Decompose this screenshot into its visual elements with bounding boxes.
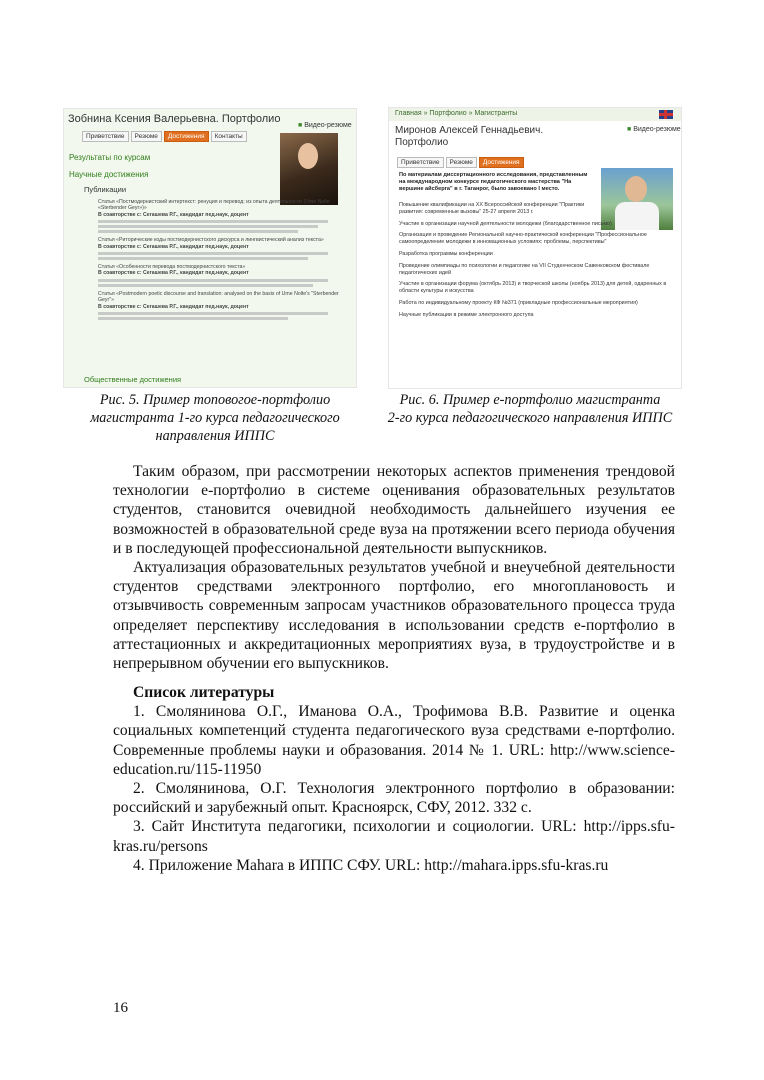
caption-line: направления ИППС	[155, 428, 275, 444]
references-heading: Список литературы	[133, 684, 275, 701]
fig6-line: Повышение квалификации на XX Всероссийской конференции "Практики развития: современные вызовы" 25-27 апреля 2013 г.	[399, 202, 585, 215]
fig5-text-line	[98, 230, 298, 233]
fig6-line: Работа по индивидуальному проекту КФ №371 (прикладные профессиональные мероприятия)	[399, 299, 638, 306]
fig5-text-line	[98, 317, 288, 320]
flag-stripe	[664, 110, 667, 119]
fig6-tab: Приветствие	[397, 157, 444, 168]
fig5-section1: Результаты по курсам	[69, 153, 151, 162]
fig6-line: Участие в организации форума (октябрь 2013) и творческой школы (ноябрь 2013) для детей, одаренных в области культуры и искусства	[399, 281, 667, 295]
fig6-line: Организация и проведение Региональной научно-практической конференции "Профессиональное самоопределение молодежи в инновационных условиях: проблемы, перспективы"	[399, 232, 647, 246]
fig5-item: Статья «Особенности перевода постмодернистского текста»	[98, 264, 246, 271]
caption-line: Рис. 6. Пример е-портфолио магистранта	[399, 392, 661, 408]
reference-item: 1. Смолянинова О.Г., Иманова О.А., Трофимова В.В. Развитие и оценка социальных компетенций студента педагогического вуза средствами е-портфолио. Современные проблемы науки и образования. 2014 № 1. URL: http://www.science-education.ru/115-11950	[113, 703, 675, 778]
fig5-item: В соавторстве с: Сегашева Р.Г., кандидат пед.наук, доцент	[98, 211, 249, 218]
fig5-tab: Контакты	[211, 131, 247, 142]
fig6-lines	[399, 202, 675, 324]
fig5-text-line	[98, 279, 328, 282]
figure-5-screenshot	[63, 108, 357, 388]
fig5-footer: Общественные достижения	[84, 375, 182, 384]
caption-line: Рис. 5. Пример топовогое-портфолио	[99, 392, 331, 408]
figure-6-screenshot	[388, 107, 682, 389]
figure-6-caption	[370, 391, 690, 427]
fig5-text-line	[98, 257, 308, 260]
paragraph-2: Актуализация образовательных результатов учебной и внеучебной деятельности студентов средствами электронного портфолио, его многоплановость и отзывчивость современным запросам участников образовательного процесса труда определяет перспективу исследования в использовании средств е-портфолио в аттестационных и аккредитационных мероприятиях вуза, в трудоустройстве и в непрерывном обучении его выпускников.	[113, 559, 675, 673]
fig5-item: В соавторстве с: Сегашева Р.Г., кандидат пед.наук, доцент	[98, 270, 249, 277]
video-icon: ■	[298, 122, 303, 129]
fig5-item: В соавторстве с: Сегашева Р.Г., кандидат пед.наук, доцент	[98, 243, 249, 250]
reference-item: 2. Смолянинова, О.Г. Технология электронного портфолио в образовании: российский и зарубежный опыт. Красноярск, СФУ, 2012. 332 с.	[113, 780, 675, 817]
fig5-item: В соавторстве с: Сегашева Р.Г., кандидат пед.наук, доцент	[98, 303, 249, 310]
fig5-tab: Резюме	[131, 131, 162, 142]
fig5-tabs	[82, 125, 249, 143]
fig5-text-line	[98, 225, 318, 228]
fig5-video: ■ Видео-резюме	[298, 122, 352, 129]
caption-line: 2-го курса педагогического направления ИППС	[387, 410, 673, 426]
fig5-section2: Научные достижения	[69, 170, 149, 179]
reference-item: 3. Сайт Института педагогики, психологии и социологии. URL: http://ipps.sfu-kras.ru/persons	[113, 818, 675, 855]
fig6-line: Проведение олимпиады по психологии и педагогике на VII Студенческом Савенковском фестивале педагогических идей	[399, 262, 650, 276]
fig6-title-1: Миронов Алексей Геннадьевич.	[395, 125, 544, 136]
fig6-line: Разработка программы конференции	[399, 250, 493, 257]
face-shape	[298, 143, 318, 169]
fig5-item: Статья «Риторические коды постмодернистского дискурса и лингвистический анализ текста»	[98, 237, 324, 244]
fig6-video: ■ Видео-резюме	[627, 126, 681, 133]
paragraph-1: Таким образом, при рассмотрении некоторых аспектов применения трендовой технологии е-портфолио в системе оценивания образовательных результатов студентов, становится очевидной необходимость дальнейшего изучения ее возможностей в образовательной среде вуза на протяжении всего периода обучения и в последующей профессиональной деятельности выпускников.	[113, 463, 675, 557]
fig5-tab-active: Достижения	[164, 131, 209, 142]
fig6-breadcrumb: Главная » Портфолио » Магистранты	[395, 110, 518, 117]
references	[113, 683, 675, 875]
video-icon: ■	[627, 126, 632, 133]
fig5-text-line	[98, 284, 313, 287]
fig5-publications	[98, 199, 348, 359]
fig6-title-2: Портфолио	[395, 137, 449, 148]
fig6-tab-active: Достижения	[479, 157, 524, 168]
figure-5-caption	[70, 391, 360, 445]
fig6-line: Научные публикации в режиме электронного доступа	[399, 311, 534, 318]
fig5-item: Статья «Постмодернистский интертекст: ренуция и перевод: из опыта деятельности (Ume Nolte «Sterbender Geyr»)»	[98, 199, 330, 212]
caption-line: магистранта 1-го курса педагогического	[90, 410, 340, 426]
fig5-title: Зобнина Ксения Валерьевна. Портфолио	[68, 113, 281, 125]
body-text	[113, 462, 675, 673]
page-number: 16	[113, 1000, 128, 1016]
fig5-text-line	[98, 312, 328, 315]
fig6-line: Участие в организации научной деятельности молодежи (благодарственное письмо)	[399, 220, 612, 227]
fig5-tab: Приветствие	[82, 131, 129, 142]
fig5-text-line	[98, 220, 328, 223]
fig5-photo	[280, 133, 338, 205]
fig6-tabs	[397, 151, 526, 169]
fig5-text-line	[98, 252, 328, 255]
flag-icon	[659, 110, 673, 119]
fig6-bold-text: По материалам диссертационного исследования, представленным на международном конкурсе педагогического мастерства "На вершине айсберга" в г. Таганрог, было завоевано I место.	[399, 172, 588, 193]
face-shape	[625, 176, 647, 202]
fig5-item: Статья «Postmodern poetic discourse and translation: analysed on the basis of Ume Nolte's "Sterbender Geyr"»	[98, 290, 339, 304]
fig6-tab: Резюме	[446, 157, 477, 168]
fig5-subsection: Публикации	[84, 185, 127, 194]
reference-item: 4. Приложение Mahara в ИППС СФУ. URL: http://mahara.ipps.sfu-kras.ru	[133, 856, 609, 874]
